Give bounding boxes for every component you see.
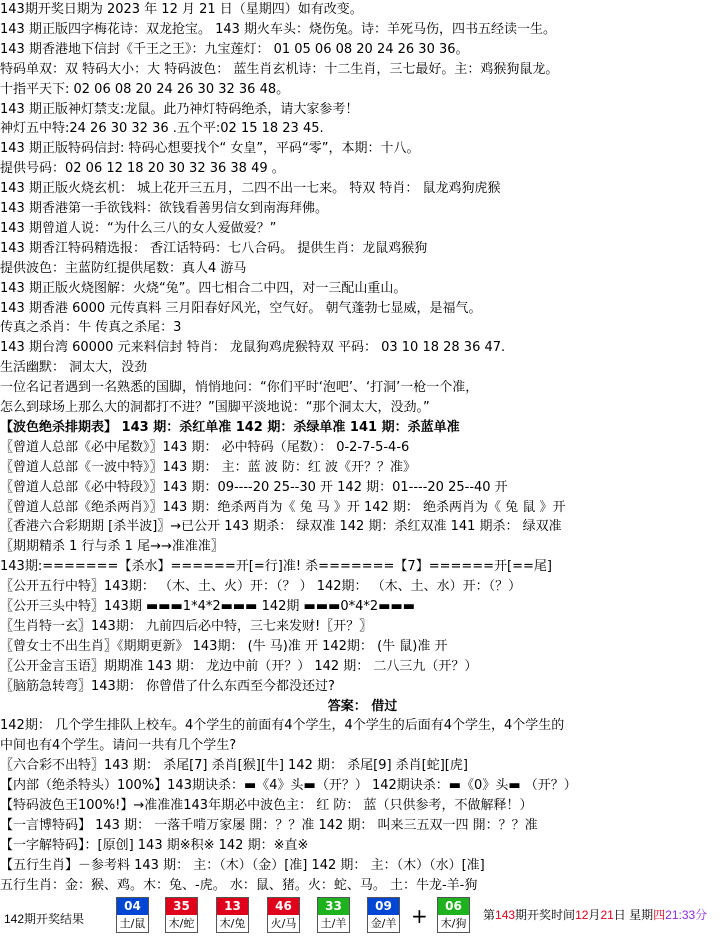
- text-line: 〖公开五行中特〗143期： （木、土、火）开：（？ ） 142期： （木、土、水）开：（？）: [0, 579, 522, 595]
- text-line: 〖曾道人总部《绝杀两肖》〗143 期：绝杀两肖为《 兔 马 》开 142 期： 绝杀两肖为《 兔 鼠 》开: [0, 499, 566, 515]
- text-line: 五行生肖：金：猴、鸡。木：兔、-虎。 水：鼠、猪。火：蛇、马。 土：牛龙-羊-狗: [0, 877, 478, 893]
- text-line: 怎么到球场上那么大的洞都打不进？”国脚平淡地说：“那个洞太大，没劲。”: [0, 400, 430, 415]
- text-line: 〖曾道人总部《必中尾数》〗143 期： 必中特码（尾数）： 0-2-7-5-4-6: [0, 439, 410, 455]
- text-line: 一位名记者遇到一名熟悉的国脚，悄悄地问：“你们平时‘泡吧’、‘打洞’一枪一个准，: [0, 380, 479, 396]
- ball-zodiac: 木/狗: [438, 915, 469, 932]
- ball-number: 35: [166, 898, 197, 915]
- text-line: 〖曾道人总部《一波中特》〗143 期： 主：蓝 波 防：红 波《开？？准》: [0, 459, 416, 475]
- info-prefix: 第: [483, 908, 496, 922]
- ball-number: 13: [217, 898, 248, 915]
- result-ball-4: [267, 897, 300, 933]
- info-d: 日 星期: [613, 908, 654, 922]
- ball-number: 06: [438, 898, 469, 915]
- text-line: 传真之杀肖：牛 传真之杀尾：3: [0, 320, 182, 336]
- ball-zodiac: 木/兔: [217, 915, 248, 932]
- text-line: 143 期香港第一手欲钱料：欲钱看善男信女到南海拜佛。: [0, 201, 328, 216]
- ball-zodiac: 土/鼠: [117, 915, 148, 932]
- text-line: 答案： 借过: [327, 698, 398, 714]
- text-line: 143 期香江特码精选报： 香江话特码：七八合码。 提供生肖：龙鼠鸡猴狗: [0, 240, 428, 256]
- text-line: 〖公开金言玉语〗期期准 143 期： 龙边中前（开？） 142 期： 二八三九（开？）: [0, 658, 478, 674]
- text-line: 【内部（绝杀特头）100%】143期诀杀：▬《4》头▬（开？） 142期诀杀：▬《0》头▬ （开？）: [0, 778, 577, 794]
- next-draw-info: [483, 906, 707, 923]
- text-line: 神灯五中特:24 26 30 32 36 .五个平:02 15 18 23 45.: [0, 121, 324, 137]
- text-line: 143期:=======【杀水】======开[=行]准! 杀=======【7】======开[==尾]: [0, 559, 552, 575]
- info-week: 四: [653, 908, 666, 922]
- results-label: 142期开奖结果: [4, 912, 85, 926]
- text-line: 中间也有4个学生。请问一共有几个学生?: [0, 738, 237, 754]
- info-period: 143: [495, 908, 516, 922]
- ball-number: 46: [268, 898, 299, 915]
- result-ball-6: [367, 897, 400, 933]
- result-ball-3: [216, 897, 249, 933]
- text-line: 143 期正版神灯禁支:龙鼠。此乃神灯特码绝杀，请大家参考！: [0, 101, 359, 117]
- text-line: 〖六合彩不出特〗143 期： 杀尾[7] 杀肖[猴][牛] 142 期： 杀尾[9] 杀肖[蛇][虎]: [0, 758, 468, 774]
- text-line: 【五行生肖】－参考料 143 期： 主：（木）（金）[准] 142 期： 主：（木）（水）[准]: [0, 857, 485, 873]
- text-line: 143 期香港地下信封《千王之王》：九宝莲灯： 01 05 06 08 20 24 26 30 36。: [0, 41, 469, 57]
- text-line: 〖公开三头中特〗143期 ▬▬▬1*4*2▬▬▬ 142期 ▬▬▬0*4*2▬▬▬: [0, 599, 416, 614]
- text-line: 〖曾道人总部《必中特段》〗143 期：09----20 25--30 开 142 期：01----20 25--40 开: [0, 479, 508, 495]
- text-line: 【波色绝杀排期表】 143 期：杀红单准 142 期：杀绿单准 141 期：杀蓝单准: [0, 419, 460, 435]
- result-ball-1: [116, 897, 149, 933]
- result-ball-5: [317, 897, 350, 933]
- text-line: 【一言博特码】 143 期： 一落千啃万家屡 開：？？准 142 期： 叫来三五双一四 開：？？准: [0, 817, 538, 833]
- info-m: 月: [588, 908, 601, 922]
- text-line: 142期： 几个学生排队上校车。4个学生的前面有4个学生，4个学生的后面有4个学生，4个学生的: [0, 718, 565, 734]
- text-line: 提供号码：02 06 12 18 20 30 32 36 38 49 。: [0, 161, 285, 177]
- text-line: 143期开奖日期为 2023 年 12 月 21 日（星期四）如有改变。: [0, 2, 363, 17]
- text-line: 【一字解特码】：[原创] 143 期※积※ 142 期：※直※: [0, 837, 309, 853]
- text-line: 143 期曾道人说：“为什么三八的女人爱做爱？”: [0, 220, 277, 236]
- ball-number: 09: [368, 898, 399, 915]
- info-day: 21: [600, 908, 614, 922]
- text-line: 〖香港六合彩期期 [杀半波]〗→已公开 143 期杀： 绿双准 142 期：杀红双准 141 期杀： 绿双准: [0, 519, 562, 535]
- text-line: 生活幽默： 洞太大，没劲: [0, 360, 148, 376]
- info-month: 12: [575, 908, 589, 922]
- result-ball-2: [165, 897, 198, 933]
- text-line: 【特码波色王100%!】→准准准143年期必中波色主： 红 防： 蓝（只供参考，不做解释！）: [0, 798, 533, 813]
- text-line: 特码单双：双 特码大小：大 特码波色： 蓝生肖玄机诗：十二生肖，三七最好。主：鸡猴狗鼠龙。: [0, 61, 559, 77]
- text-line: 143 期正版四字梅花诗：双龙抢宝。 143 期火车头：烧伤兔。诗：羊死马伤，四书五经读一生。: [0, 21, 557, 37]
- info-mid: 期开奖时间: [515, 908, 576, 922]
- text-line: 143 期正版火烧玄机： 城上花开三五月，二四不出一七来。 特双 特肖： 鼠龙鸡狗虎猴: [0, 181, 501, 197]
- text-line: 十指平天下: 02 06 08 20 24 26 30 32 36 48。: [0, 81, 290, 97]
- text-line: 143 期台湾 60000 元来料信封 特肖： 龙鼠狗鸡虎猴特双 平码： 03 10 18 28 36 47.: [0, 340, 506, 356]
- ball-zodiac: 土/羊: [318, 915, 349, 932]
- text-line: 提供波色：主蓝防红提供尾数：真人4 游马: [0, 260, 247, 276]
- ball-number: 33: [318, 898, 349, 915]
- text-line: 143 期香港 6000 元传真料 三月阳春好风光，空气好。 朝气蓬勃七显威，是福气。: [0, 300, 482, 316]
- text-line: 143 期正版火烧图解：火烧“兔”。四七相合二中四，对一三配山重山。: [0, 280, 407, 296]
- text-line: 143 期正版特码信封: 特码心想要找个“ 女皇”，平码“零”，本期：十八。: [0, 141, 420, 157]
- info-time: 21:33分: [665, 908, 708, 922]
- text-line: 〖曾女士不出生肖〗《期期更新》 143期： (牛 马)准 开 142期： (牛 鼠)准 开: [0, 638, 448, 654]
- ball-zodiac: 木/蛇: [166, 915, 197, 932]
- text-line: 〖脑筋急转弯〗143期： 你曾借了什么东西至今都没还过?: [0, 678, 335, 694]
- plus-sign: +: [411, 904, 428, 928]
- text-line: 〖生肖特一玄〗143期： 九前四后必中特，三七来发财!〖开？〗: [0, 618, 373, 634]
- ball-zodiac: 金/羊: [368, 915, 399, 932]
- text-line: 〖期期精杀 1 行与杀 1 尾→→准准准〗: [0, 539, 224, 555]
- ball-zodiac: 火/马: [268, 915, 299, 932]
- special-ball: [437, 897, 470, 933]
- ball-number: 04: [117, 898, 148, 915]
